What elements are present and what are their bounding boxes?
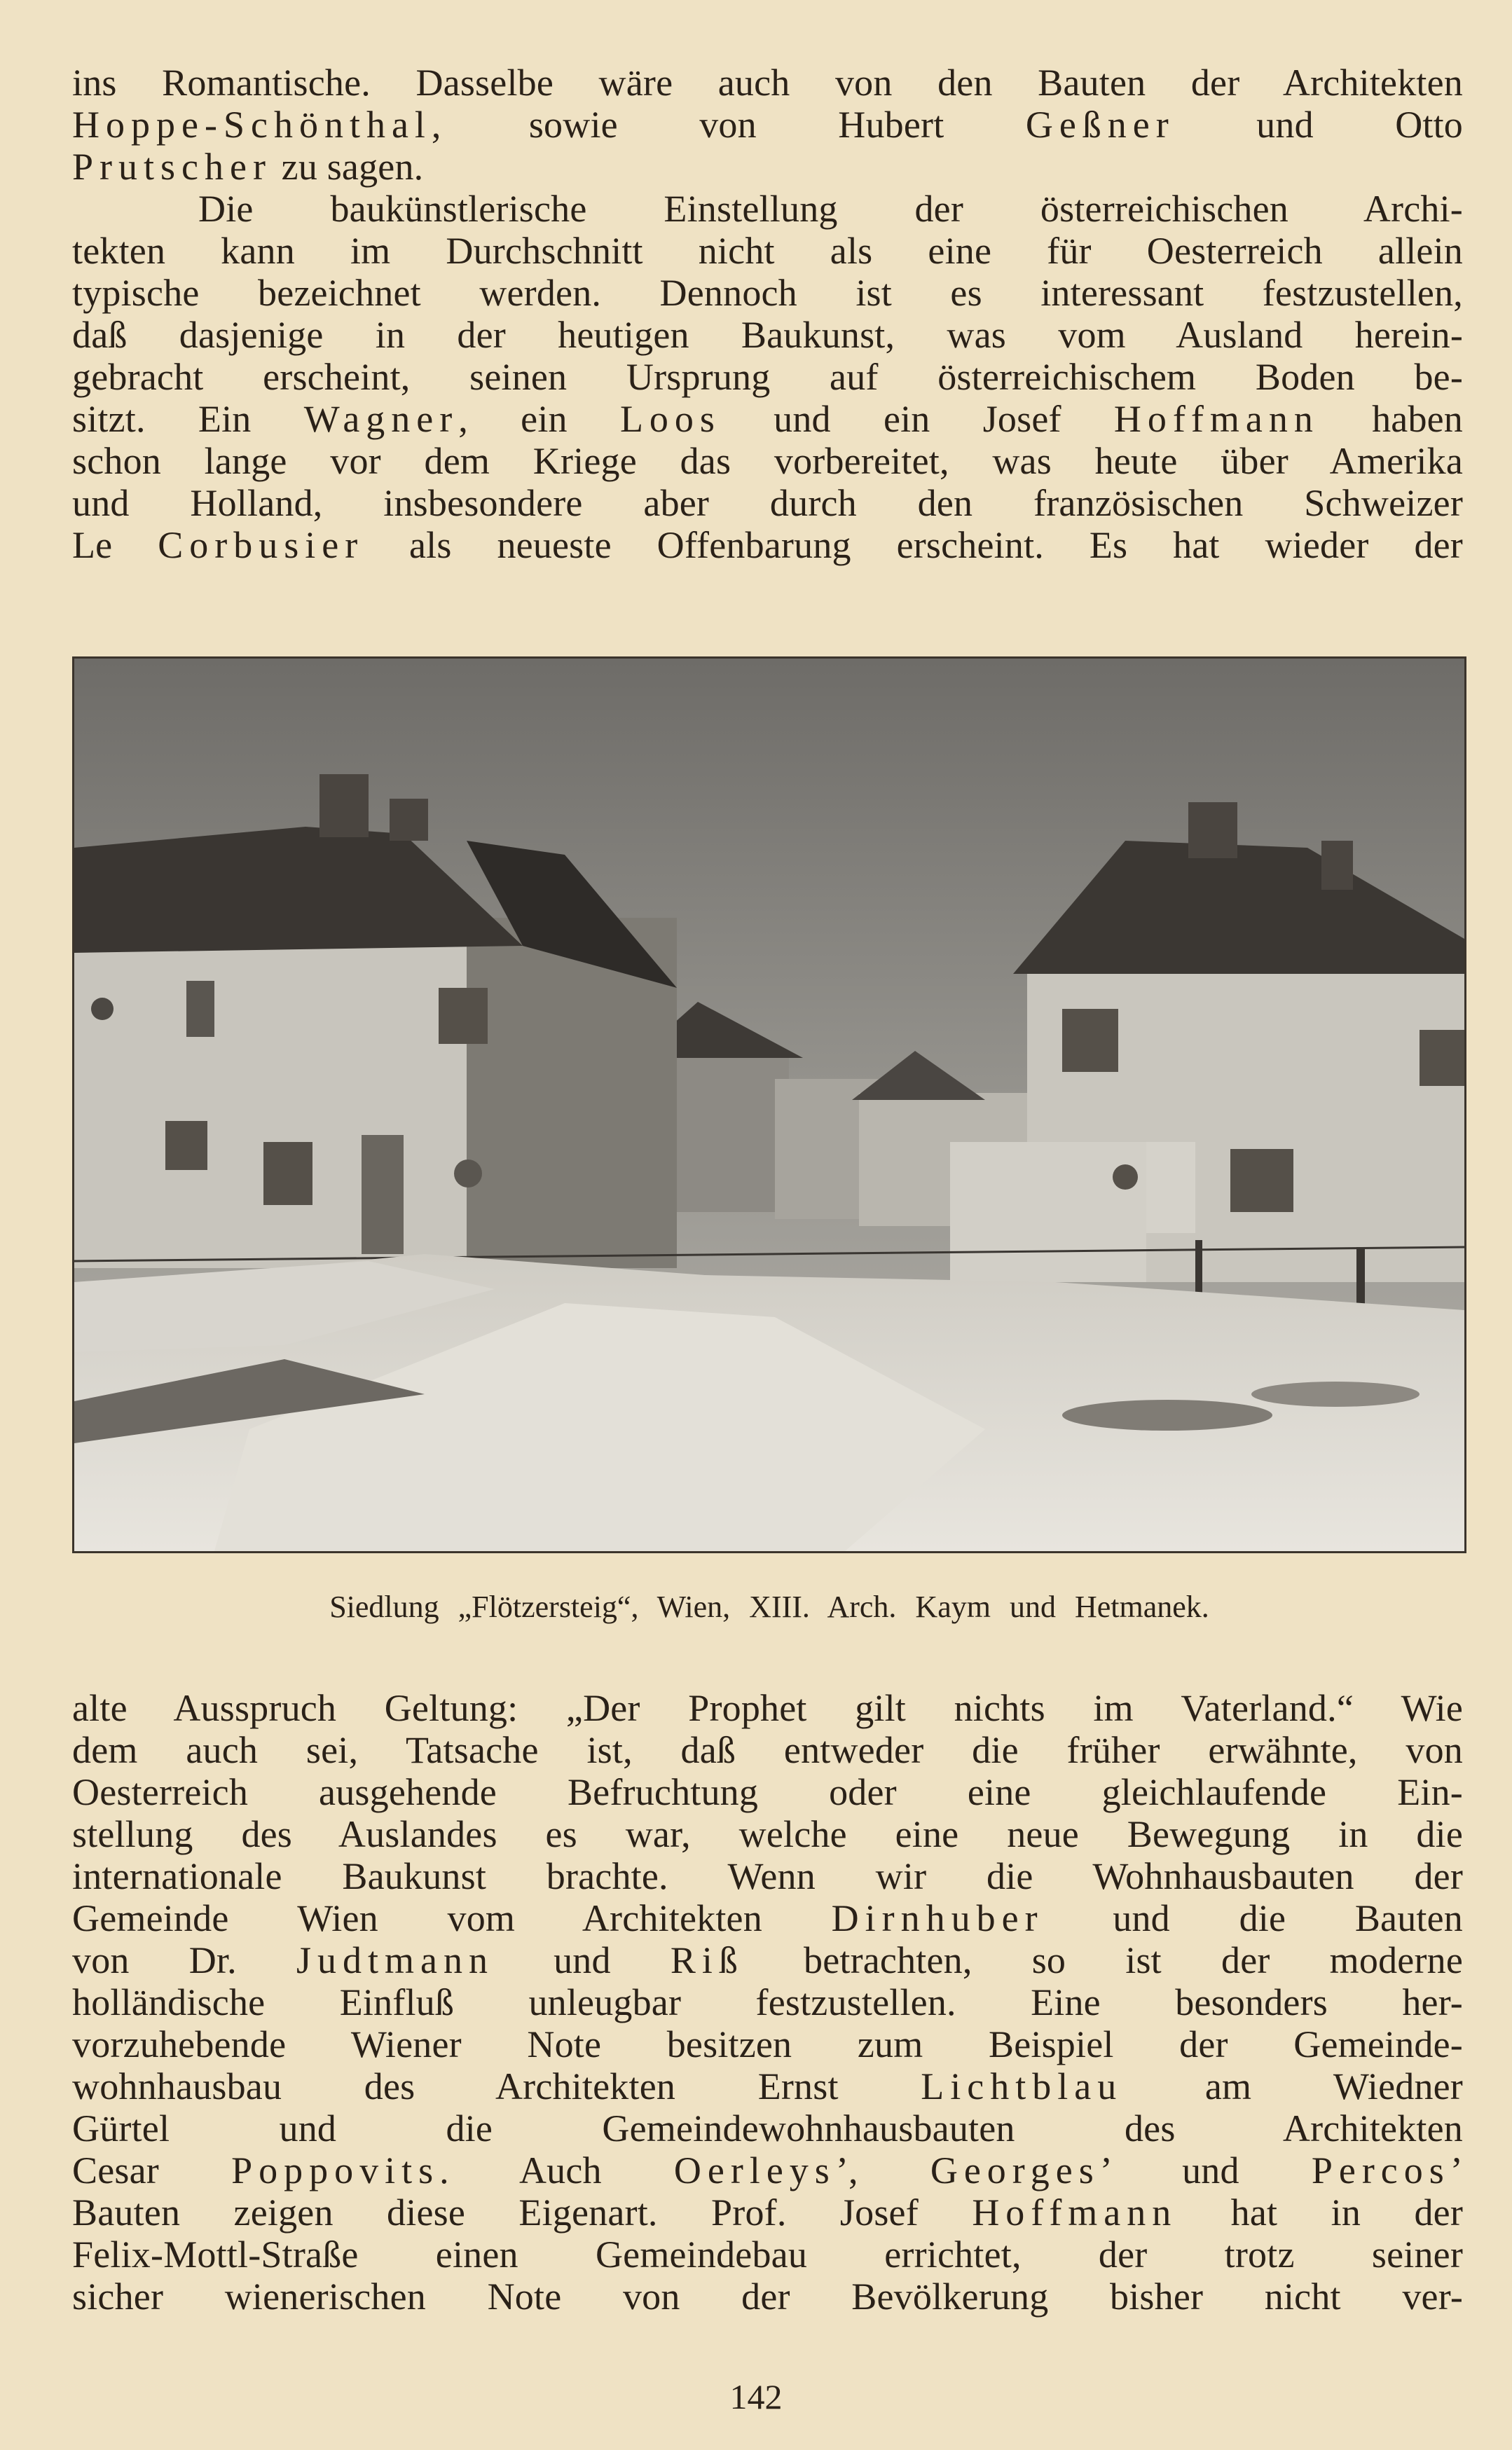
text-line: daß dasjenige in der heutigen Baukunst, was vom Ausland herein- xyxy=(72,314,1463,356)
text-line: Le Corbusier als neueste Offenbarung erscheint. Es hat wieder der xyxy=(72,524,1463,566)
text-line: dem auch sei, Tatsache ist, daß entweder die früher erwähnte, von xyxy=(72,1729,1463,1771)
text-line: Felix-Mottl-Straße einen Gemeindebau errichtet, der trotz seiner xyxy=(72,2234,1463,2276)
text-line: tekten kann im Durchschnitt nicht als eine für Oesterreich allein xyxy=(72,230,1463,272)
text-line: Hoppe-Schönthal, sowie von Hubert Geßner und Otto xyxy=(72,104,1463,146)
text-line: internationale Baukunst brachte. Wenn wir die Wohnhausbauten der xyxy=(72,1855,1463,1897)
text-line: Cesar Poppovits. Auch Oerleys’, Georges’ und Percos’ xyxy=(72,2149,1463,2191)
text-line: schon lange vor dem Kriege das vorbereitet, was heute über Amerika xyxy=(72,440,1463,482)
second-paragraph xyxy=(72,188,1463,566)
text-line: typische bezeichnet werden. Dennoch ist es interessant festzustellen, xyxy=(72,272,1463,314)
text-line: und Holland, insbesondere aber durch den französischen Schweizer xyxy=(72,482,1463,524)
text-line: vorzuhebende Wiener Note besitzen zum Beispiel der Gemeinde- xyxy=(72,2023,1463,2065)
text-line: Die baukünstlerische Einstellung der österreichischen Archi- xyxy=(198,188,1463,230)
page-number: 142 xyxy=(729,2377,783,2416)
settlement-photograph xyxy=(72,656,1466,1553)
top-paragraph xyxy=(72,62,1463,188)
text-line: Prutscher zu sagen. xyxy=(72,146,424,188)
text-line: gebracht erscheint, seinen Ursprung auf österreichischem Boden be- xyxy=(72,356,1463,398)
text-line: alte Ausspruch Geltung: „Der Prophet gilt nichts im Vaterland.“ Wie xyxy=(72,1687,1463,1729)
text-line: Gemeinde Wien vom Architekten Dirnhuber und die Bauten xyxy=(72,1897,1463,1939)
text-line: holländische Einfluß unleugbar festzustellen. Eine besonders her- xyxy=(72,1981,1463,2023)
photo-caption: Siedlung „Flötzersteig“, Wien, XIII. Arch. Kaym und Hetmanek. xyxy=(329,1590,1209,1624)
text-line: Bauten zeigen diese Eigenart. Prof. Josef Hoffmann hat in der xyxy=(72,2191,1464,2234)
text-line: Gürtel und die Gemeindewohnhausbauten des Architekten xyxy=(72,2107,1463,2149)
text-line: sitzt. Ein Wagner, ein Loos und ein Josef Hoffmann haben xyxy=(72,398,1464,440)
text-line: Oesterreich ausgehende Befruchtung oder eine gleichlaufende Ein- xyxy=(72,1771,1463,1813)
text-line: stellung des Auslandes es war, welche eine neue Bewegung in die xyxy=(72,1813,1463,1855)
bottom-paragraph xyxy=(72,1687,1463,2318)
text-line: wohnhausbau des Architekten Ernst Lichtblau am Wiedner xyxy=(72,2065,1463,2107)
text-line: ins Romantische. Dasselbe wäre auch von den Bauten der Architekten xyxy=(72,62,1463,104)
text-line: sicher wienerischen Note von der Bevölkerung bisher nicht ver- xyxy=(72,2276,1463,2318)
text-line: von Dr. Judtmann und Riß betrachten, so ist der moderne xyxy=(72,1939,1464,1981)
